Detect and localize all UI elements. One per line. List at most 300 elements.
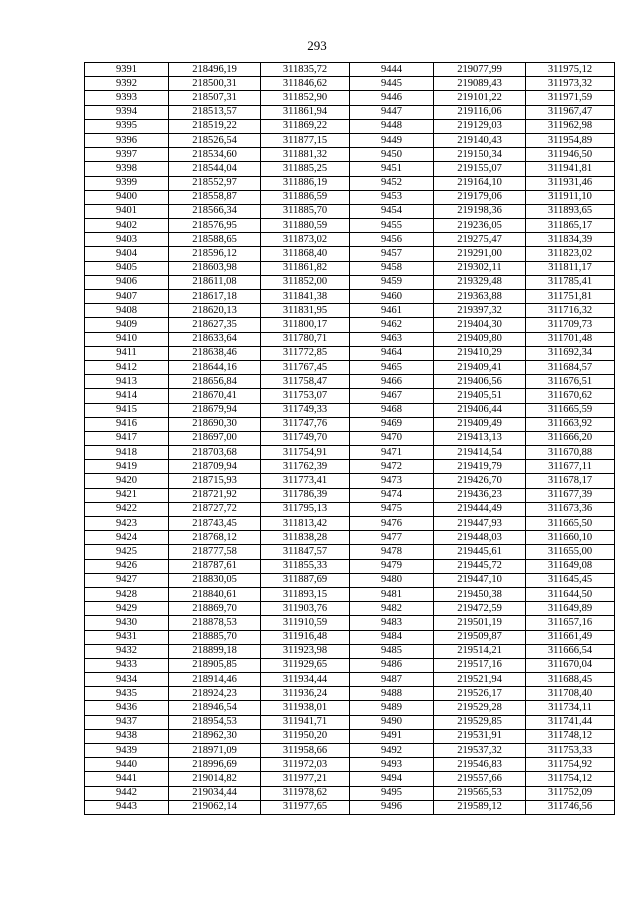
x-coordinate-cell: 219302,11 bbox=[434, 261, 526, 275]
y-coordinate-cell: 311734,11 bbox=[526, 701, 615, 715]
y-coordinate-cell: 311753,33 bbox=[526, 744, 615, 758]
x-coordinate-cell: 219101,22 bbox=[434, 91, 526, 105]
table-row bbox=[85, 133, 615, 147]
x-coordinate-cell: 219406,56 bbox=[434, 375, 526, 389]
point-number-cell: 9399 bbox=[85, 176, 169, 190]
x-coordinate-cell: 219150,34 bbox=[434, 148, 526, 162]
table-row bbox=[85, 673, 615, 687]
table-row bbox=[85, 304, 615, 318]
y-coordinate-cell: 311834,39 bbox=[526, 233, 615, 247]
x-coordinate-cell: 219436,23 bbox=[434, 488, 526, 502]
y-coordinate-cell: 311747,76 bbox=[261, 417, 350, 431]
point-number-cell: 9441 bbox=[85, 772, 169, 786]
x-coordinate-cell: 218709,94 bbox=[169, 460, 261, 474]
x-coordinate-cell: 218899,18 bbox=[169, 644, 261, 658]
y-coordinate-cell: 311800,17 bbox=[261, 318, 350, 332]
table-row bbox=[85, 474, 615, 488]
point-number-cell: 9401 bbox=[85, 204, 169, 218]
y-coordinate-cell: 311962,98 bbox=[526, 119, 615, 133]
y-coordinate-cell: 311752,09 bbox=[526, 786, 615, 800]
y-coordinate-cell: 311971,59 bbox=[526, 91, 615, 105]
x-coordinate-cell: 218914,46 bbox=[169, 673, 261, 687]
x-coordinate-cell: 218905,85 bbox=[169, 658, 261, 672]
point-number-cell: 9404 bbox=[85, 247, 169, 261]
y-coordinate-cell: 311688,45 bbox=[526, 673, 615, 687]
y-coordinate-cell: 311852,00 bbox=[261, 275, 350, 289]
y-coordinate-cell: 311678,17 bbox=[526, 474, 615, 488]
y-coordinate-cell: 311929,65 bbox=[261, 658, 350, 672]
point-number-cell: 9425 bbox=[85, 545, 169, 559]
x-coordinate-cell: 218496,19 bbox=[169, 63, 261, 77]
y-coordinate-cell: 311978,62 bbox=[261, 786, 350, 800]
table-row bbox=[85, 275, 615, 289]
point-number-cell: 9486 bbox=[350, 658, 434, 672]
y-coordinate-cell: 311855,33 bbox=[261, 559, 350, 573]
y-coordinate-cell: 311670,04 bbox=[526, 658, 615, 672]
point-number-cell: 9477 bbox=[350, 531, 434, 545]
table-row bbox=[85, 176, 615, 190]
point-number-cell: 9400 bbox=[85, 190, 169, 204]
table-row bbox=[85, 247, 615, 261]
y-coordinate-cell: 311880,59 bbox=[261, 219, 350, 233]
y-coordinate-cell: 311676,51 bbox=[526, 375, 615, 389]
table-row bbox=[85, 219, 615, 233]
x-coordinate-cell: 218620,13 bbox=[169, 304, 261, 318]
y-coordinate-cell: 311847,57 bbox=[261, 545, 350, 559]
table-row bbox=[85, 148, 615, 162]
x-coordinate-cell: 218954,53 bbox=[169, 715, 261, 729]
x-coordinate-cell: 219517,16 bbox=[434, 658, 526, 672]
table-row bbox=[85, 91, 615, 105]
y-coordinate-cell: 311873,02 bbox=[261, 233, 350, 247]
point-number-cell: 9395 bbox=[85, 119, 169, 133]
point-number-cell: 9467 bbox=[350, 389, 434, 403]
point-number-cell: 9448 bbox=[350, 119, 434, 133]
x-coordinate-cell: 218690,30 bbox=[169, 417, 261, 431]
y-coordinate-cell: 311865,17 bbox=[526, 219, 615, 233]
x-coordinate-cell: 219077,99 bbox=[434, 63, 526, 77]
x-coordinate-cell: 219426,70 bbox=[434, 474, 526, 488]
x-coordinate-cell: 219329,48 bbox=[434, 275, 526, 289]
point-number-cell: 9457 bbox=[350, 247, 434, 261]
x-coordinate-cell: 219509,87 bbox=[434, 630, 526, 644]
table-row bbox=[85, 119, 615, 133]
x-coordinate-cell: 218638,46 bbox=[169, 346, 261, 360]
x-coordinate-cell: 218519,22 bbox=[169, 119, 261, 133]
x-coordinate-cell: 218768,12 bbox=[169, 531, 261, 545]
point-number-cell: 9440 bbox=[85, 758, 169, 772]
table-row bbox=[85, 644, 615, 658]
x-coordinate-cell: 219447,93 bbox=[434, 517, 526, 531]
x-coordinate-cell: 218603,98 bbox=[169, 261, 261, 275]
y-coordinate-cell: 311893,15 bbox=[261, 587, 350, 601]
y-coordinate-cell: 311977,65 bbox=[261, 800, 350, 814]
x-coordinate-cell: 219275,47 bbox=[434, 233, 526, 247]
table-row bbox=[85, 587, 615, 601]
y-coordinate-cell: 311950,20 bbox=[261, 729, 350, 743]
point-number-cell: 9397 bbox=[85, 148, 169, 162]
x-coordinate-cell: 218971,09 bbox=[169, 744, 261, 758]
y-coordinate-cell: 311716,32 bbox=[526, 304, 615, 318]
x-coordinate-cell: 218830,05 bbox=[169, 573, 261, 587]
point-number-cell: 9436 bbox=[85, 701, 169, 715]
x-coordinate-cell: 219448,03 bbox=[434, 531, 526, 545]
point-number-cell: 9416 bbox=[85, 417, 169, 431]
point-number-cell: 9391 bbox=[85, 63, 169, 77]
table-row bbox=[85, 261, 615, 275]
point-number-cell: 9413 bbox=[85, 375, 169, 389]
x-coordinate-cell: 219501,19 bbox=[434, 616, 526, 630]
point-number-cell: 9421 bbox=[85, 488, 169, 502]
point-number-cell: 9474 bbox=[350, 488, 434, 502]
table-row bbox=[85, 517, 615, 531]
table-row bbox=[85, 772, 615, 786]
x-coordinate-cell: 219526,17 bbox=[434, 687, 526, 701]
y-coordinate-cell: 311886,59 bbox=[261, 190, 350, 204]
y-coordinate-cell: 311772,85 bbox=[261, 346, 350, 360]
point-number-cell: 9392 bbox=[85, 77, 169, 91]
y-coordinate-cell: 311767,45 bbox=[261, 360, 350, 374]
point-number-cell: 9492 bbox=[350, 744, 434, 758]
point-number-cell: 9403 bbox=[85, 233, 169, 247]
point-number-cell: 9485 bbox=[350, 644, 434, 658]
y-coordinate-cell: 311885,70 bbox=[261, 204, 350, 218]
point-number-cell: 9433 bbox=[85, 658, 169, 672]
x-coordinate-cell: 219419,79 bbox=[434, 460, 526, 474]
table-row bbox=[85, 658, 615, 672]
y-coordinate-cell: 311954,89 bbox=[526, 133, 615, 147]
x-coordinate-cell: 218500,31 bbox=[169, 77, 261, 91]
y-coordinate-cell: 311666,20 bbox=[526, 431, 615, 445]
table-row bbox=[85, 502, 615, 516]
table-row bbox=[85, 318, 615, 332]
y-coordinate-cell: 311923,98 bbox=[261, 644, 350, 658]
y-coordinate-cell: 311861,82 bbox=[261, 261, 350, 275]
point-number-cell: 9470 bbox=[350, 431, 434, 445]
point-number-cell: 9406 bbox=[85, 275, 169, 289]
y-coordinate-cell: 311749,70 bbox=[261, 431, 350, 445]
x-coordinate-cell: 219414,54 bbox=[434, 446, 526, 460]
x-coordinate-cell: 218576,95 bbox=[169, 219, 261, 233]
point-number-cell: 9476 bbox=[350, 517, 434, 531]
x-coordinate-cell: 218869,70 bbox=[169, 602, 261, 616]
point-number-cell: 9439 bbox=[85, 744, 169, 758]
y-coordinate-cell: 311886,19 bbox=[261, 176, 350, 190]
table-row bbox=[85, 403, 615, 417]
x-coordinate-cell: 219198,36 bbox=[434, 204, 526, 218]
x-coordinate-cell: 219062,14 bbox=[169, 800, 261, 814]
point-number-cell: 9429 bbox=[85, 602, 169, 616]
y-coordinate-cell: 311666,54 bbox=[526, 644, 615, 658]
y-coordinate-cell: 311958,66 bbox=[261, 744, 350, 758]
point-number-cell: 9442 bbox=[85, 786, 169, 800]
point-number-cell: 9402 bbox=[85, 219, 169, 233]
x-coordinate-cell: 218596,12 bbox=[169, 247, 261, 261]
point-number-cell: 9411 bbox=[85, 346, 169, 360]
table-row bbox=[85, 204, 615, 218]
x-coordinate-cell: 218697,00 bbox=[169, 431, 261, 445]
y-coordinate-cell: 311657,16 bbox=[526, 616, 615, 630]
x-coordinate-cell: 218743,45 bbox=[169, 517, 261, 531]
coordinates-table bbox=[84, 62, 615, 815]
table-row bbox=[85, 360, 615, 374]
y-coordinate-cell: 311973,32 bbox=[526, 77, 615, 91]
point-number-cell: 9398 bbox=[85, 162, 169, 176]
y-coordinate-cell: 311753,07 bbox=[261, 389, 350, 403]
point-number-cell: 9468 bbox=[350, 403, 434, 417]
point-number-cell: 9418 bbox=[85, 446, 169, 460]
y-coordinate-cell: 311887,69 bbox=[261, 573, 350, 587]
y-coordinate-cell: 311709,73 bbox=[526, 318, 615, 332]
x-coordinate-cell: 219472,59 bbox=[434, 602, 526, 616]
x-coordinate-cell: 218962,30 bbox=[169, 729, 261, 743]
x-coordinate-cell: 219450,38 bbox=[434, 587, 526, 601]
point-number-cell: 9469 bbox=[350, 417, 434, 431]
x-coordinate-cell: 219445,72 bbox=[434, 559, 526, 573]
table-row bbox=[85, 417, 615, 431]
x-coordinate-cell: 219179,06 bbox=[434, 190, 526, 204]
x-coordinate-cell: 219140,43 bbox=[434, 133, 526, 147]
y-coordinate-cell: 311660,10 bbox=[526, 531, 615, 545]
y-coordinate-cell: 311936,24 bbox=[261, 687, 350, 701]
point-number-cell: 9424 bbox=[85, 531, 169, 545]
y-coordinate-cell: 311823,02 bbox=[526, 247, 615, 261]
table-row bbox=[85, 531, 615, 545]
point-number-cell: 9471 bbox=[350, 446, 434, 460]
x-coordinate-cell: 218727,72 bbox=[169, 502, 261, 516]
point-number-cell: 9393 bbox=[85, 91, 169, 105]
point-number-cell: 9443 bbox=[85, 800, 169, 814]
table-row bbox=[85, 715, 615, 729]
y-coordinate-cell: 311754,91 bbox=[261, 446, 350, 460]
x-coordinate-cell: 218787,61 bbox=[169, 559, 261, 573]
y-coordinate-cell: 311941,81 bbox=[526, 162, 615, 176]
x-coordinate-cell: 219514,21 bbox=[434, 644, 526, 658]
x-coordinate-cell: 218644,16 bbox=[169, 360, 261, 374]
x-coordinate-cell: 218656,84 bbox=[169, 375, 261, 389]
y-coordinate-cell: 311708,40 bbox=[526, 687, 615, 701]
y-coordinate-cell: 311751,81 bbox=[526, 290, 615, 304]
point-number-cell: 9437 bbox=[85, 715, 169, 729]
table-row bbox=[85, 63, 615, 77]
point-number-cell: 9480 bbox=[350, 573, 434, 587]
y-coordinate-cell: 311910,59 bbox=[261, 616, 350, 630]
x-coordinate-cell: 219409,80 bbox=[434, 332, 526, 346]
y-coordinate-cell: 311941,71 bbox=[261, 715, 350, 729]
x-coordinate-cell: 219537,32 bbox=[434, 744, 526, 758]
point-number-cell: 9445 bbox=[350, 77, 434, 91]
y-coordinate-cell: 311644,50 bbox=[526, 587, 615, 601]
table-row bbox=[85, 431, 615, 445]
y-coordinate-cell: 311649,08 bbox=[526, 559, 615, 573]
point-number-cell: 9423 bbox=[85, 517, 169, 531]
x-coordinate-cell: 218946,54 bbox=[169, 701, 261, 715]
x-coordinate-cell: 218777,58 bbox=[169, 545, 261, 559]
point-number-cell: 9454 bbox=[350, 204, 434, 218]
point-number-cell: 9410 bbox=[85, 332, 169, 346]
point-number-cell: 9460 bbox=[350, 290, 434, 304]
x-coordinate-cell: 219404,30 bbox=[434, 318, 526, 332]
point-number-cell: 9427 bbox=[85, 573, 169, 587]
y-coordinate-cell: 311911,10 bbox=[526, 190, 615, 204]
table-row bbox=[85, 545, 615, 559]
point-number-cell: 9461 bbox=[350, 304, 434, 318]
point-number-cell: 9475 bbox=[350, 502, 434, 516]
point-number-cell: 9435 bbox=[85, 687, 169, 701]
x-coordinate-cell: 219589,12 bbox=[434, 800, 526, 814]
y-coordinate-cell: 311754,12 bbox=[526, 772, 615, 786]
point-number-cell: 9447 bbox=[350, 105, 434, 119]
y-coordinate-cell: 311852,90 bbox=[261, 91, 350, 105]
point-number-cell: 9450 bbox=[350, 148, 434, 162]
y-coordinate-cell: 311749,33 bbox=[261, 403, 350, 417]
point-number-cell: 9438 bbox=[85, 729, 169, 743]
point-number-cell: 9462 bbox=[350, 318, 434, 332]
point-number-cell: 9455 bbox=[350, 219, 434, 233]
x-coordinate-cell: 218721,92 bbox=[169, 488, 261, 502]
point-number-cell: 9483 bbox=[350, 616, 434, 630]
y-coordinate-cell: 311916,48 bbox=[261, 630, 350, 644]
x-coordinate-cell: 218611,08 bbox=[169, 275, 261, 289]
point-number-cell: 9428 bbox=[85, 587, 169, 601]
point-number-cell: 9412 bbox=[85, 360, 169, 374]
y-coordinate-cell: 311977,21 bbox=[261, 772, 350, 786]
y-coordinate-cell: 311846,62 bbox=[261, 77, 350, 91]
point-number-cell: 9431 bbox=[85, 630, 169, 644]
x-coordinate-cell: 219116,06 bbox=[434, 105, 526, 119]
y-coordinate-cell: 311758,47 bbox=[261, 375, 350, 389]
y-coordinate-cell: 311748,12 bbox=[526, 729, 615, 743]
x-coordinate-cell: 218878,53 bbox=[169, 616, 261, 630]
y-coordinate-cell: 311665,59 bbox=[526, 403, 615, 417]
x-coordinate-cell: 219447,10 bbox=[434, 573, 526, 587]
coordinates-table-body bbox=[85, 63, 615, 815]
y-coordinate-cell: 311903,76 bbox=[261, 602, 350, 616]
table-row bbox=[85, 602, 615, 616]
x-coordinate-cell: 219129,03 bbox=[434, 119, 526, 133]
point-number-cell: 9481 bbox=[350, 587, 434, 601]
point-number-cell: 9487 bbox=[350, 673, 434, 687]
y-coordinate-cell: 311885,25 bbox=[261, 162, 350, 176]
table-row bbox=[85, 190, 615, 204]
y-coordinate-cell: 311934,44 bbox=[261, 673, 350, 687]
table-row bbox=[85, 800, 615, 814]
point-number-cell: 9496 bbox=[350, 800, 434, 814]
x-coordinate-cell: 219409,49 bbox=[434, 417, 526, 431]
x-coordinate-cell: 219406,44 bbox=[434, 403, 526, 417]
table-row bbox=[85, 573, 615, 587]
y-coordinate-cell: 311677,11 bbox=[526, 460, 615, 474]
point-number-cell: 9426 bbox=[85, 559, 169, 573]
point-number-cell: 9415 bbox=[85, 403, 169, 417]
x-coordinate-cell: 218670,41 bbox=[169, 389, 261, 403]
point-number-cell: 9464 bbox=[350, 346, 434, 360]
x-coordinate-cell: 218526,54 bbox=[169, 133, 261, 147]
x-coordinate-cell: 219155,07 bbox=[434, 162, 526, 176]
point-number-cell: 9463 bbox=[350, 332, 434, 346]
x-coordinate-cell: 219413,13 bbox=[434, 431, 526, 445]
y-coordinate-cell: 311663,92 bbox=[526, 417, 615, 431]
table-row bbox=[85, 290, 615, 304]
y-coordinate-cell: 311975,12 bbox=[526, 63, 615, 77]
table-row bbox=[85, 488, 615, 502]
y-coordinate-cell: 311835,72 bbox=[261, 63, 350, 77]
x-coordinate-cell: 219405,51 bbox=[434, 389, 526, 403]
y-coordinate-cell: 311786,39 bbox=[261, 488, 350, 502]
y-coordinate-cell: 311813,42 bbox=[261, 517, 350, 531]
y-coordinate-cell: 311673,36 bbox=[526, 502, 615, 516]
y-coordinate-cell: 311967,47 bbox=[526, 105, 615, 119]
point-number-cell: 9449 bbox=[350, 133, 434, 147]
point-number-cell: 9466 bbox=[350, 375, 434, 389]
y-coordinate-cell: 311893,65 bbox=[526, 204, 615, 218]
table-row bbox=[85, 389, 615, 403]
y-coordinate-cell: 311701,48 bbox=[526, 332, 615, 346]
table-row bbox=[85, 375, 615, 389]
x-coordinate-cell: 218507,31 bbox=[169, 91, 261, 105]
y-coordinate-cell: 311861,94 bbox=[261, 105, 350, 119]
table-row bbox=[85, 77, 615, 91]
y-coordinate-cell: 311661,49 bbox=[526, 630, 615, 644]
x-coordinate-cell: 218679,94 bbox=[169, 403, 261, 417]
point-number-cell: 9494 bbox=[350, 772, 434, 786]
point-number-cell: 9432 bbox=[85, 644, 169, 658]
table-row bbox=[85, 616, 615, 630]
x-coordinate-cell: 219034,44 bbox=[169, 786, 261, 800]
x-coordinate-cell: 218996,69 bbox=[169, 758, 261, 772]
y-coordinate-cell: 311677,39 bbox=[526, 488, 615, 502]
x-coordinate-cell: 218885,70 bbox=[169, 630, 261, 644]
y-coordinate-cell: 311773,41 bbox=[261, 474, 350, 488]
y-coordinate-cell: 311754,92 bbox=[526, 758, 615, 772]
x-coordinate-cell: 218924,23 bbox=[169, 687, 261, 701]
table-row bbox=[85, 559, 615, 573]
y-coordinate-cell: 311785,41 bbox=[526, 275, 615, 289]
x-coordinate-cell: 219164,10 bbox=[434, 176, 526, 190]
y-coordinate-cell: 311746,56 bbox=[526, 800, 615, 814]
point-number-cell: 9472 bbox=[350, 460, 434, 474]
point-number-cell: 9482 bbox=[350, 602, 434, 616]
point-number-cell: 9495 bbox=[350, 786, 434, 800]
point-number-cell: 9484 bbox=[350, 630, 434, 644]
y-coordinate-cell: 311841,38 bbox=[261, 290, 350, 304]
page-number: 293 bbox=[307, 38, 327, 53]
x-coordinate-cell: 218544,04 bbox=[169, 162, 261, 176]
x-coordinate-cell: 218627,35 bbox=[169, 318, 261, 332]
point-number-cell: 9419 bbox=[85, 460, 169, 474]
point-number-cell: 9465 bbox=[350, 360, 434, 374]
x-coordinate-cell: 218617,18 bbox=[169, 290, 261, 304]
point-number-cell: 9394 bbox=[85, 105, 169, 119]
y-coordinate-cell: 311795,13 bbox=[261, 502, 350, 516]
table-row bbox=[85, 687, 615, 701]
table-row bbox=[85, 729, 615, 743]
table-row bbox=[85, 233, 615, 247]
x-coordinate-cell: 219444,49 bbox=[434, 502, 526, 516]
x-coordinate-cell: 219531,91 bbox=[434, 729, 526, 743]
y-coordinate-cell: 311838,28 bbox=[261, 531, 350, 545]
point-number-cell: 9456 bbox=[350, 233, 434, 247]
x-coordinate-cell: 218703,68 bbox=[169, 446, 261, 460]
x-coordinate-cell: 219557,66 bbox=[434, 772, 526, 786]
table-row bbox=[85, 758, 615, 772]
table-row bbox=[85, 786, 615, 800]
x-coordinate-cell: 219529,28 bbox=[434, 701, 526, 715]
point-number-cell: 9414 bbox=[85, 389, 169, 403]
point-number-cell: 9420 bbox=[85, 474, 169, 488]
point-number-cell: 9444 bbox=[350, 63, 434, 77]
y-coordinate-cell: 311972,03 bbox=[261, 758, 350, 772]
